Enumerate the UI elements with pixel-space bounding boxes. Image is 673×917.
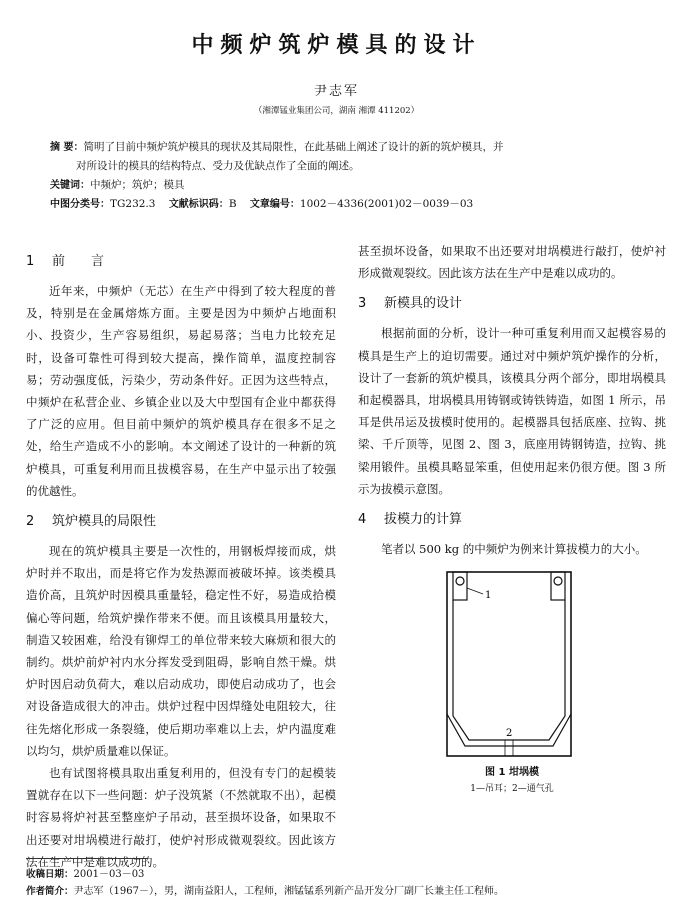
author-name: 尹志军 <box>313 84 359 99</box>
section-1-number: 1 <box>26 254 35 269</box>
clc-label: 中图分类号： <box>50 199 110 210</box>
right-column <box>358 240 666 804</box>
keywords-label: 关键词： <box>50 180 90 191</box>
lifting-lug-right <box>551 572 565 600</box>
section-3-heading <box>358 292 666 316</box>
section-2-continuation: 甚至损坏设备，如果取不出还要对坩埚模进行敲打，使炉衬形成微观裂纹。因此该方法在生产中是难以成功的。 <box>358 244 666 281</box>
doc-code-label: 文献标识码： <box>168 199 229 210</box>
section-2-number: 2 <box>26 514 35 530</box>
article-no-label: 文章编号： <box>249 199 300 210</box>
section-2-paragraph-2-text: 也有试图将模具取出重复利用的，但没有专门的起模装置就存在以下一些问题：炉子没筑紧（不然就取不出），起模时容易将炉衬甚至整座炉子吊动，甚至损坏设备，如果取不出还要对坩埚模进行敲打，使炉衬形成微观裂纹。因此该方法在生产中是难以成功的。 <box>26 766 336 869</box>
figure-1-caption: 图 1 坩埚模 <box>485 767 539 779</box>
clc-value: TG232.3 <box>110 198 156 210</box>
section-3-paragraph: 根据前面的分析，设计一种可重复利用而又起模容易的模具是生产上的迫切需要。通过对中频炉筑炉操作的分析，设计了一套新的筑炉模具，该模具分两个部分，即坩埚模具和起模器具，坩埚模具用铸钢或铸铁铸造，如图 1 所示，吊耳是供吊运及拔模时使用的。起模器具包括底座、拉钩、挑梁、千斤顶等，见图 2、图 3，底座用铸钢铸造，拉钩、挑梁用锻件。虽模具略显笨重，但使用起来仍很方便。图 3 所示为拔模示意图。 <box>358 326 666 496</box>
paper-title: 中频炉筑炉模具的设计 <box>191 33 482 58</box>
section-1-paragraph: 近年来，中频炉（无芯）在生产中得到了较大程度的普及，特别是在金属熔炼方面。主要是因为中频炉占地面积小、投资少，生产容易组织，易起易落；当电力比较充足时，设备可靠性可得到较大提高，操作简单，温度控制容易；劳动强度低，污染少，劳动条件好。正因为这些特点，中频炉在私营企业、乡镇企业以及大中型国有企业中都获得了广泛的应用。但目前中频炉的筑炉模具存在很多不足之处，给生产造成不小的影响。本文阐述了设计的一种新的筑炉模具，可重复利用而且拔模容易，在生产中显示出了较强的优越性。 <box>26 284 336 498</box>
abstract-text-1: 简明了目前中频炉筑炉模具的现状及其局限性，在此基础上阐述了设计的新的筑炉模具，并 <box>83 141 504 153</box>
callout-leader-1 <box>467 588 483 594</box>
keywords-line <box>50 176 640 195</box>
section-2-title: 筑炉模具的局限性 <box>52 514 157 530</box>
doc-code-value: B <box>228 198 237 210</box>
abstract-line-1 <box>50 138 640 157</box>
left-column <box>26 246 336 869</box>
callout-label-2: 2 <box>506 728 513 740</box>
abstract-text-2: 对所设计的模具的结构特点、受力及优缺点作了全面的阐述。 <box>76 160 360 172</box>
section-4-paragraph: 笔者以 500 kg 的中频炉为例来计算拔模力的大小。 <box>381 542 647 557</box>
article-no-value: 1002－4336(2001)02－0039－03 <box>299 198 474 210</box>
figure-1 <box>358 564 666 804</box>
section-3-number: 3 <box>358 296 367 312</box>
footnote-rule <box>26 858 148 859</box>
bio-label: 作者简介： <box>26 886 74 897</box>
keywords-text: 中频炉；筑炉；模具 <box>90 179 185 191</box>
callout-label-1: 1 <box>485 590 492 602</box>
lug-hole-left <box>456 577 464 585</box>
received-label: 收稿日期： <box>26 869 74 880</box>
section-3-title: 新模具的设计 <box>384 296 463 312</box>
received-date: 2001－03－03 <box>73 869 145 880</box>
figure-1-legend: 1—吊耳；2—通气孔 <box>470 784 554 795</box>
section-4-heading <box>358 508 666 532</box>
section-2-paragraph-1: 现在的筑炉模具主要是一次性的，用钢板焊接而成，烘炉时并不取出，而是将它作为发热源而被破坏掉。该类模具造价高，且筑炉时因模具重量轻，稳定性不好，易造成拾模偏心等问题，给筑炉操作带来不便。而且该模具用量较大，制造又较困难，给没有铆焊工的单位带来较大麻烦和很大的制约。烘炉前炉衬内水分挥发受到阻碍，影响自然干燥。烘炉时因启动负荷大，难以启动成功，即使启动成功了，也会对设备造成很大的冲击。烘炉过程中因焊缝处电阻较大，往往先熔化形成一条裂缝，使后期功率难以上去，炉内温度难以均匀，烘炉质量难以保证。 <box>26 544 336 758</box>
mold-inner-wall <box>453 600 565 740</box>
author-bio: 尹志军（1967－），男，湖南益阳人，工程师，湘锰锰系列新产品开发分厂副厂长兼主任工程师。 <box>73 886 504 897</box>
lug-hole-right <box>554 577 562 585</box>
author-affiliation: （湘潭锰业集团公司，湖南 湘潭 411202） <box>253 106 420 116</box>
abstract-line-2 <box>50 157 640 176</box>
author-bio-line <box>26 883 666 900</box>
section-4-number: 4 <box>358 512 367 528</box>
received-date-line <box>26 866 666 883</box>
lifting-lug-left <box>453 572 467 600</box>
section-2-heading <box>26 510 336 534</box>
section-2-paragraph-2 <box>26 762 336 869</box>
section-1-title: 前言 <box>52 254 131 269</box>
footnote-block <box>26 866 666 900</box>
crucible-mold-drawing <box>443 564 583 759</box>
classification-line <box>50 195 640 214</box>
abstract-block <box>50 138 640 214</box>
section-1-heading <box>26 250 336 274</box>
abstract-label: 摘 要： <box>50 142 84 153</box>
section-4-title: 拔模力的计算 <box>384 512 463 528</box>
